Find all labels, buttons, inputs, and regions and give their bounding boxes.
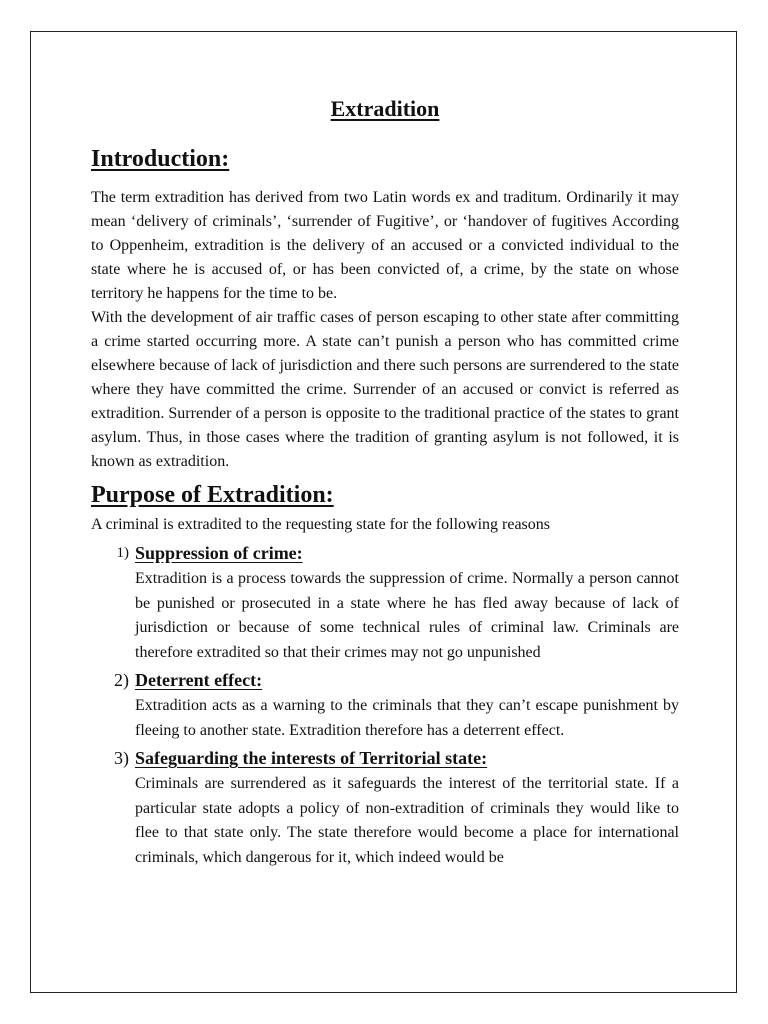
- list-item-heading: Safeguarding the interests of Territorial state:: [135, 748, 488, 768]
- introduction-paragraph-1: The term extradition has derived from two Latin words ex and traditum. Ordinarily it may mean ‘delivery of criminals’, ‘surrender of Fugitive’, or ‘handover of fugitives According to Oppenheim, extradition is the delivery of an accused or a convicted individual to the state where he is accused of, or has been convicted of, a crime, by the state on whose territory he happens for the time to be.: [91, 189, 679, 302]
- list-item-body: Criminals are surrendered as it safeguards the interest of the territorial state. If a particular state adopts a policy of non-extradition of criminals they would like to flee to that state only. The state therefore would become a place for international criminals, which dangerous for it, which indeed would be: [135, 775, 679, 866]
- list-item-heading: Deterrent effect:: [135, 670, 263, 690]
- document-content: [91, 92, 679, 871]
- list-item: [91, 744, 679, 870]
- purpose-list: [91, 539, 679, 870]
- document-title: Extradition: [330, 96, 440, 121]
- list-item-body: Extradition is a process towards the suppression of crime. Normally a person cannot be punished or prosecuted in a state where he has fled away because of lack of jurisdiction or because of some technical rules of criminal law. Criminals are therefore extradited so that their crimes may not go unpunished: [135, 570, 679, 661]
- list-item-body: Extradition acts as a warning to the criminals that they can’t escape punishment by fleeing to another state. Extradition therefore has a deterrent effect.: [135, 697, 679, 739]
- list-item-heading: Suppression of crime:: [135, 543, 303, 563]
- list-item-number: 1): [116, 545, 129, 561]
- introduction-paragraph-2: With the development of air traffic cases of person escaping to other state after committing a crime started occurring more. A state can’t punish a person who has committed crime elsewhere because of lack of jurisdiction and there such persons are surrendered to the state where they have committed the crime. Surrender of an accused or convict is referred as extradition. Surrender of a person is opposite to the traditional practice of the states to grant asylum. Thus, in those cases where the tradition of granting asylum is not followed, it is known as extradition.: [91, 309, 679, 470]
- list-item-number: 2): [114, 670, 129, 690]
- list-item: [91, 666, 679, 743]
- list-item-number: 3): [114, 748, 129, 768]
- list-item: [91, 539, 679, 665]
- purpose-lead: A criminal is extradited to the requesting state for the following reasons: [91, 516, 550, 533]
- introduction-heading: Introduction:: [91, 146, 230, 172]
- purpose-heading: Purpose of Extradition:: [91, 482, 334, 508]
